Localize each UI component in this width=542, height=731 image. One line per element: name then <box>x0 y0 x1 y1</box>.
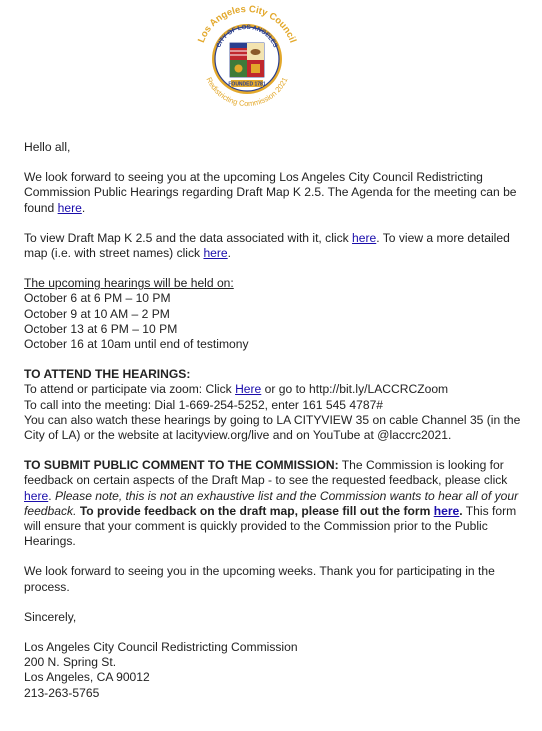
intro-paragraph: We look forward to seeing you at the upcoming Los Angeles City Council Redistricting Commission Public Hearings regarding Draft Map K 2.5. The Agenda for the meeting can be found here. <box>24 170 517 215</box>
signature-line: 213-263-5765 <box>24 685 100 700</box>
email-body <box>24 140 524 716</box>
signature-line: 200 N. Spring St. <box>24 655 117 670</box>
feedback-form-link[interactable]: here <box>433 503 460 518</box>
signature-block <box>24 640 524 701</box>
detailed-map-link[interactable]: here <box>203 246 228 261</box>
zoom-link[interactable]: Here <box>235 382 262 397</box>
attend-heading: TO ATTEND THE HEARINGS: <box>24 367 191 382</box>
hearing-date: October 16 at 10am until end of testimony <box>24 337 249 352</box>
hearings-section <box>24 276 524 352</box>
hearings-heading: The upcoming hearings will be held on: <box>24 276 234 291</box>
attend-section: TO ATTEND THE HEARINGS: To attend or participate via zoom: Click Here or go to http://bit.ly/LACCRCZoom To call into the meeting: Dial 1-669-254-5252, enter 161 545 4787# You can also watch these hearings by going to LA CITYVIEW 35 on cable Channel 35 (in the City of LA) or the website at lacityview.org/live and on YouTube at @laccrc2021. <box>24 367 521 443</box>
cityview-site: lacityview.org/live <box>175 428 270 443</box>
logo-top-text: Los Angeles City Council <box>195 4 299 45</box>
comment-heading: TO SUBMIT PUBLIC COMMENT TO THE COMMISSION: <box>24 458 339 473</box>
map-paragraph: To view Draft Map K 2.5 and the data associated with it, click here. To view a more detailed map (i.e. with street names) click here. <box>24 230 510 261</box>
call-in-text: To call into the meeting: Dial 1-669-254-5252, enter 161 545 4787# <box>24 397 384 412</box>
hearing-date: October 6 at 6 PM – 10 PM <box>24 291 171 306</box>
comment-section: TO SUBMIT PUBLIC COMMENT TO THE COMMISSION: The Commission is looking for feedback on certain aspects of the Draft Map - to see the requested feedback, please click here. Please note, this is not an exhaustive list and the Commission wants to hear all of your feedback. To provide feedback on the draft map, please fill out the form here. This form will ensure that your comment is quickly provided to the Commission prior to the Public Hearings. <box>24 458 519 549</box>
closing-paragraph: We look forward to seeing you in the upcoming weeks. Thank you for participating in the process. <box>24 564 495 594</box>
hearing-date: October 9 at 10 AM – 2 PM <box>24 306 170 321</box>
logo-ring-text: CITY OF LOS ANGELES <box>215 23 279 49</box>
signature-line: Los Angeles City Council Redistricting Commission <box>24 640 298 655</box>
feedback-link[interactable]: here <box>24 488 49 503</box>
logo-bottom-text: Redistricting Commission 2021 <box>204 75 290 109</box>
agenda-link[interactable]: here <box>57 200 82 215</box>
greeting: Hello all, <box>24 140 71 154</box>
signature-line: Los Angeles, CA 90012 <box>24 670 150 685</box>
sincerely: Sincerely, <box>24 609 77 624</box>
hearing-date: October 13 at 6 PM – 10 PM <box>24 321 178 336</box>
draft-map-link[interactable]: here <box>352 230 377 245</box>
logo-founded: FOUNDED 1781 <box>228 81 266 88</box>
seal-shield <box>230 43 264 77</box>
commission-logo <box>193 4 301 112</box>
